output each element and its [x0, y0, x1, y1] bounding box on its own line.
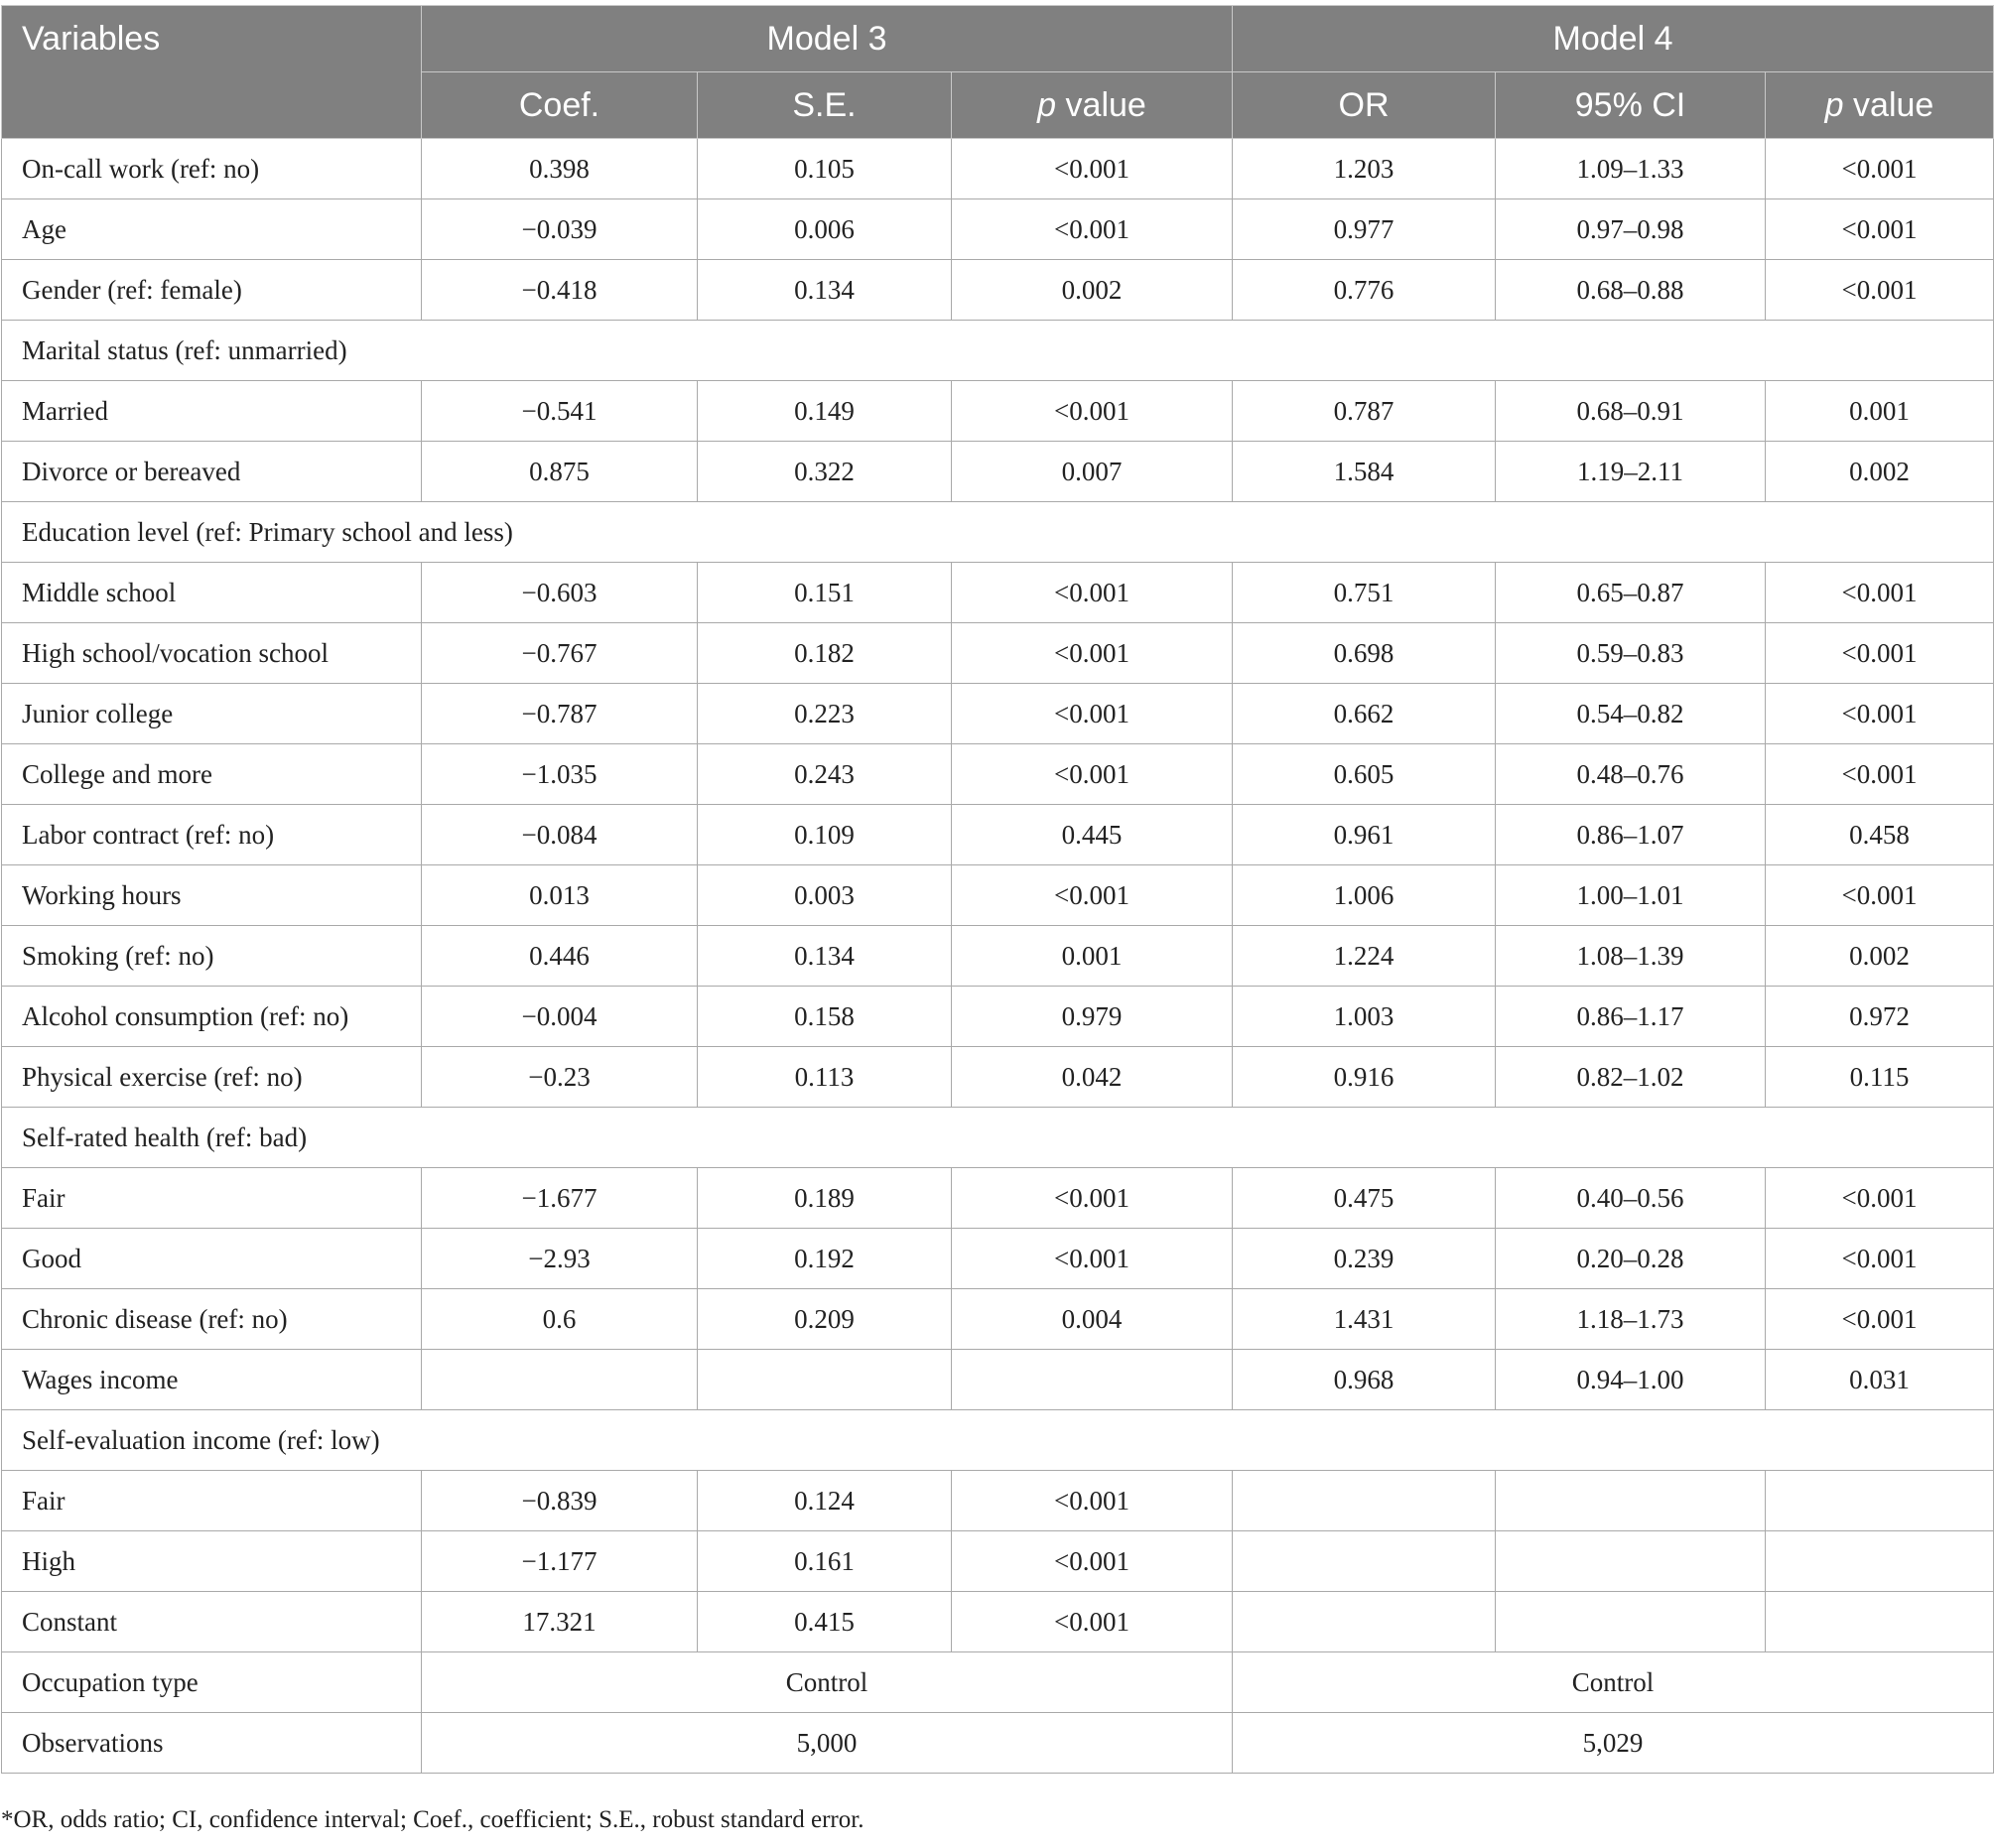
model3-observations-cell: 5,000 [422, 1713, 1233, 1774]
se-cell: 0.415 [698, 1592, 952, 1652]
p4-cell: <0.001 [1766, 1289, 1994, 1350]
model4-header: Model 4 [1233, 6, 1994, 72]
model3-header: Model 3 [422, 6, 1233, 72]
p4-cell: <0.001 [1766, 260, 1994, 321]
row-label: Smoking (ref: no) [2, 926, 422, 987]
row-label: High school/vocation school [2, 623, 422, 684]
coef-cell: −0.603 [422, 563, 698, 623]
p4-cell: <0.001 [1766, 199, 1994, 260]
row-label: Working hours [2, 865, 422, 926]
p3-cell: <0.001 [952, 623, 1233, 684]
table-row [2, 987, 1994, 1047]
coef-cell: −0.418 [422, 260, 698, 321]
ci-cell: 1.09–1.33 [1496, 139, 1766, 199]
p3-cell: <0.001 [952, 1229, 1233, 1289]
p4-cell [1766, 1592, 1994, 1652]
ci-cell: 0.40–0.56 [1496, 1168, 1766, 1229]
model4-control-cell: Control [1233, 1652, 1994, 1713]
table-row [2, 1592, 1994, 1652]
p4-cell: 0.031 [1766, 1350, 1994, 1410]
p3-cell: <0.001 [952, 744, 1233, 805]
or-cell: 0.751 [1233, 563, 1496, 623]
table-header [2, 6, 1994, 139]
p-italic: p [1037, 85, 1057, 124]
coef-header: Coef. [422, 72, 698, 139]
se-cell [698, 1350, 952, 1410]
table-row [2, 744, 1994, 805]
ci-cell [1496, 1592, 1766, 1652]
table-row [2, 563, 1994, 623]
p4-cell [1766, 1471, 1994, 1531]
p-value-header-model4 [1766, 72, 1994, 139]
p4-cell: 0.001 [1766, 381, 1994, 442]
coef-cell: 17.321 [422, 1592, 698, 1652]
table-row [2, 805, 1994, 865]
header-row-models [2, 6, 1994, 72]
p4-cell: 0.002 [1766, 442, 1994, 502]
p3-cell: <0.001 [952, 684, 1233, 744]
row-label: Gender (ref: female) [2, 260, 422, 321]
se-cell: 0.151 [698, 563, 952, 623]
row-label: Occupation type [2, 1652, 422, 1713]
table-row [2, 1350, 1994, 1410]
or-cell [1233, 1592, 1496, 1652]
p-value-rest: value [1843, 85, 1934, 124]
row-label: Constant [2, 1592, 422, 1652]
table-row [2, 1652, 1994, 1713]
group-row [2, 1108, 1994, 1168]
row-label: On-call work (ref: no) [2, 139, 422, 199]
p3-cell [952, 1350, 1233, 1410]
ci-cell: 0.48–0.76 [1496, 744, 1766, 805]
group-label: Marital status (ref: unmarried) [2, 321, 1994, 381]
se-header: S.E. [698, 72, 952, 139]
coef-cell: −0.004 [422, 987, 698, 1047]
p4-cell: <0.001 [1766, 865, 1994, 926]
table-row [2, 442, 1994, 502]
coef-cell [422, 1350, 698, 1410]
ci-cell [1496, 1531, 1766, 1592]
or-cell: 1.203 [1233, 139, 1496, 199]
row-label: Fair [2, 1471, 422, 1531]
se-cell: 0.105 [698, 139, 952, 199]
ci-cell: 0.20–0.28 [1496, 1229, 1766, 1289]
table-row [2, 1471, 1994, 1531]
row-label: Physical exercise (ref: no) [2, 1047, 422, 1108]
group-row [2, 321, 1994, 381]
table-row [2, 1168, 1994, 1229]
row-label: Age [2, 199, 422, 260]
coef-cell: 0.013 [422, 865, 698, 926]
p3-cell: <0.001 [952, 1592, 1233, 1652]
row-label: Middle school [2, 563, 422, 623]
table-row [2, 865, 1994, 926]
table-row [2, 260, 1994, 321]
row-label: College and more [2, 744, 422, 805]
table-row [2, 1047, 1994, 1108]
se-cell: 0.006 [698, 199, 952, 260]
p3-cell: <0.001 [952, 563, 1233, 623]
coef-cell: 0.398 [422, 139, 698, 199]
row-label: Good [2, 1229, 422, 1289]
row-label: Divorce or bereaved [2, 442, 422, 502]
ci-cell: 0.68–0.88 [1496, 260, 1766, 321]
se-cell: 0.134 [698, 260, 952, 321]
ci-cell [1496, 1471, 1766, 1531]
coef-cell: −0.084 [422, 805, 698, 865]
table-row [2, 926, 1994, 987]
ci-cell: 0.68–0.91 [1496, 381, 1766, 442]
or-cell: 0.698 [1233, 623, 1496, 684]
or-cell: 0.968 [1233, 1350, 1496, 1410]
group-label: Education level (ref: Primary school and less) [2, 502, 1994, 563]
or-cell: 0.776 [1233, 260, 1496, 321]
se-cell: 0.243 [698, 744, 952, 805]
group-row [2, 502, 1994, 563]
or-cell: 1.006 [1233, 865, 1496, 926]
or-header: OR [1233, 72, 1496, 139]
row-label: Chronic disease (ref: no) [2, 1289, 422, 1350]
p3-cell: 0.979 [952, 987, 1233, 1047]
p3-cell: 0.001 [952, 926, 1233, 987]
p-italic: p [1824, 85, 1844, 124]
p3-cell: <0.001 [952, 139, 1233, 199]
p3-cell: 0.042 [952, 1047, 1233, 1108]
se-cell: 0.109 [698, 805, 952, 865]
table-row [2, 1531, 1994, 1592]
group-label: Self-evaluation income (ref: low) [2, 1410, 1994, 1471]
row-label: Married [2, 381, 422, 442]
or-cell [1233, 1531, 1496, 1592]
p4-cell: <0.001 [1766, 563, 1994, 623]
p4-cell: 0.458 [1766, 805, 1994, 865]
ci-cell: 1.19–2.11 [1496, 442, 1766, 502]
row-label: Fair [2, 1168, 422, 1229]
ci-cell: 1.08–1.39 [1496, 926, 1766, 987]
se-cell: 0.189 [698, 1168, 952, 1229]
coef-cell: −2.93 [422, 1229, 698, 1289]
p3-cell: 0.004 [952, 1289, 1233, 1350]
se-cell: 0.158 [698, 987, 952, 1047]
se-cell: 0.209 [698, 1289, 952, 1350]
se-cell: 0.322 [698, 442, 952, 502]
coef-cell: 0.6 [422, 1289, 698, 1350]
regression-table [1, 5, 1994, 1774]
p4-cell: 0.972 [1766, 987, 1994, 1047]
table-row [2, 1289, 1994, 1350]
or-cell: 0.787 [1233, 381, 1496, 442]
table-footnote: *OR, odds ratio; CI, confidence interval; Coef., coefficient; S.E., robust standard error. [1, 1806, 864, 1833]
coef-cell: −0.767 [422, 623, 698, 684]
p-value-header-model3 [952, 72, 1233, 139]
or-cell [1233, 1471, 1496, 1531]
se-cell: 0.161 [698, 1531, 952, 1592]
row-label: High [2, 1531, 422, 1592]
ci-cell: 1.00–1.01 [1496, 865, 1766, 926]
coef-cell: −1.677 [422, 1168, 698, 1229]
table-row [2, 623, 1994, 684]
table-row [2, 381, 1994, 442]
group-row [2, 1410, 1994, 1471]
p4-cell: <0.001 [1766, 1168, 1994, 1229]
p3-cell: <0.001 [952, 865, 1233, 926]
p3-cell: <0.001 [952, 1471, 1233, 1531]
row-label: Wages income [2, 1350, 422, 1410]
ci-cell: 0.59–0.83 [1496, 623, 1766, 684]
ci-cell: 0.86–1.07 [1496, 805, 1766, 865]
or-cell: 1.584 [1233, 442, 1496, 502]
ci-cell: 0.97–0.98 [1496, 199, 1766, 260]
or-cell: 0.977 [1233, 199, 1496, 260]
p3-cell: <0.001 [952, 199, 1233, 260]
p3-cell: <0.001 [952, 381, 1233, 442]
p4-cell: 0.115 [1766, 1047, 1994, 1108]
se-cell: 0.223 [698, 684, 952, 744]
ci-cell: 0.86–1.17 [1496, 987, 1766, 1047]
or-cell: 1.003 [1233, 987, 1496, 1047]
ci-header: 95% CI [1496, 72, 1766, 139]
coef-cell: 0.446 [422, 926, 698, 987]
p4-cell: <0.001 [1766, 1229, 1994, 1289]
coef-cell: −0.787 [422, 684, 698, 744]
regression-table-container [0, 5, 1994, 1774]
p4-cell: 0.002 [1766, 926, 1994, 987]
or-cell: 0.961 [1233, 805, 1496, 865]
coef-cell: 0.875 [422, 442, 698, 502]
or-cell: 1.431 [1233, 1289, 1496, 1350]
or-cell: 0.475 [1233, 1168, 1496, 1229]
p4-cell: <0.001 [1766, 684, 1994, 744]
p3-cell: 0.007 [952, 442, 1233, 502]
model4-observations-cell: 5,029 [1233, 1713, 1994, 1774]
variables-header: Variables [2, 6, 422, 139]
ci-cell: 1.18–1.73 [1496, 1289, 1766, 1350]
coef-cell: −1.035 [422, 744, 698, 805]
se-cell: 0.113 [698, 1047, 952, 1108]
coef-cell: −0.23 [422, 1047, 698, 1108]
se-cell: 0.003 [698, 865, 952, 926]
se-cell: 0.134 [698, 926, 952, 987]
row-label: Labor contract (ref: no) [2, 805, 422, 865]
p3-cell: 0.002 [952, 260, 1233, 321]
ci-cell: 0.65–0.87 [1496, 563, 1766, 623]
table-body [2, 139, 1994, 1774]
p4-cell: <0.001 [1766, 623, 1994, 684]
or-cell: 0.662 [1233, 684, 1496, 744]
or-cell: 0.239 [1233, 1229, 1496, 1289]
table-row [2, 684, 1994, 744]
p3-cell: <0.001 [952, 1168, 1233, 1229]
p4-cell: <0.001 [1766, 744, 1994, 805]
or-cell: 1.224 [1233, 926, 1496, 987]
ci-cell: 0.54–0.82 [1496, 684, 1766, 744]
p3-cell: <0.001 [952, 1531, 1233, 1592]
p4-cell: <0.001 [1766, 139, 1994, 199]
group-label: Self-rated health (ref: bad) [2, 1108, 1994, 1168]
p-value-rest: value [1056, 85, 1146, 124]
row-label: Alcohol consumption (ref: no) [2, 987, 422, 1047]
coef-cell: −0.039 [422, 199, 698, 260]
or-cell: 0.916 [1233, 1047, 1496, 1108]
table-row [2, 1713, 1994, 1774]
row-label: Junior college [2, 684, 422, 744]
ci-cell: 0.94–1.00 [1496, 1350, 1766, 1410]
se-cell: 0.149 [698, 381, 952, 442]
coef-cell: −1.177 [422, 1531, 698, 1592]
model3-control-cell: Control [422, 1652, 1233, 1713]
p4-cell [1766, 1531, 1994, 1592]
se-cell: 0.192 [698, 1229, 952, 1289]
p3-cell: 0.445 [952, 805, 1233, 865]
or-cell: 0.605 [1233, 744, 1496, 805]
row-label: Observations [2, 1713, 422, 1774]
se-cell: 0.124 [698, 1471, 952, 1531]
coef-cell: −0.541 [422, 381, 698, 442]
table-row [2, 139, 1994, 199]
table-row [2, 199, 1994, 260]
table-row [2, 1229, 1994, 1289]
coef-cell: −0.839 [422, 1471, 698, 1531]
ci-cell: 0.82–1.02 [1496, 1047, 1766, 1108]
se-cell: 0.182 [698, 623, 952, 684]
